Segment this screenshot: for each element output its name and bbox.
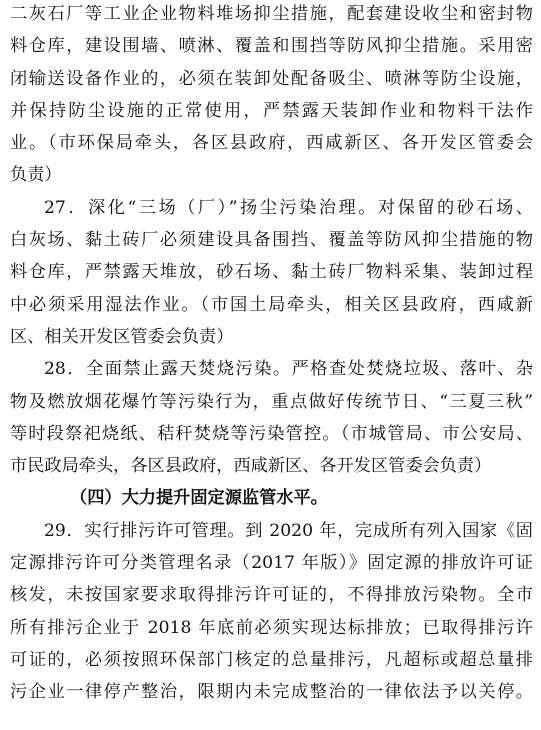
- text-line: 二灰石厂等工业企业物料堆场抑尘措施，配套建设收尘和密封物: [10, 4, 533, 24]
- text-line: 定源排污许可分类管理名录（2017 年版）》固定源的排放许可证: [10, 553, 533, 574]
- paragraph-27-first-line: 27．深化“三场（厂）”扬尘污染治理。对保留的砂石场、: [44, 197, 533, 218]
- paragraph-29-first-line: 29．实行排污许可管理。到 2020 年，完成所有列入国家《固: [44, 520, 533, 541]
- section-heading: （四）大力提升固定源监管水平。: [70, 488, 328, 509]
- text-line: 负责）: [10, 165, 62, 186]
- text-line: 料仓库，建设围墙、喷淋、覆盖和围挡等防风抑尘措施。采用密: [10, 36, 533, 57]
- text-line: 闭输送设备作业的，必须在装卸处配备吸尘、喷淋等防尘设施，: [10, 68, 533, 89]
- text-line: 白灰场、黏土砖厂必须建设具备围挡、覆盖等防风抑尘措施的物: [10, 230, 533, 251]
- text-line: 并保持防尘设施的正常使用，严禁露天装卸作业和物料干法作: [10, 100, 533, 121]
- text-line: 污企业一律停产整治，限期内未完成整治的一律依法予以关停。: [10, 682, 533, 703]
- text-line: 中必须采用湿法作业。（市国土局牵头，相关区县政府，西咸新: [10, 294, 533, 315]
- text-line: 料仓库，严禁露天堆放，砂石场、黏土砖厂物料采集、装卸过程: [10, 262, 533, 283]
- paragraph-28-first-line: 28．全面禁止露天焚烧污染。严格查处焚烧垃圾、落叶、杂: [44, 359, 533, 380]
- text-line: 物及燃放烟花爆竹等污染行为，重点做好传统节日、“三夏三秋”: [10, 391, 533, 412]
- text-line: 核发，未按国家要求取得排污许可证的，不得排放污染物。全市: [10, 585, 533, 606]
- text-line: 等时段祭祀烧纸、秸秆焚烧等污染管控。（市城管局、市公安局、: [10, 423, 533, 444]
- text-line: 业。（市环保局牵头，各区县政府，西咸新区、各开发区管委会: [10, 133, 533, 154]
- text-line: 市民政局牵头，各区县政府，西咸新区、各开发区管委会负责）: [10, 456, 492, 477]
- text-line: 区、相关开发区管委会负责）: [10, 326, 234, 347]
- text-line: 所有排污企业于 2018 年底前必须实现达标排放；已取得排污许: [10, 617, 533, 638]
- text-line: 可证的，必须按照环保部门核定的总量排污，凡超标或超总量排: [10, 649, 533, 670]
